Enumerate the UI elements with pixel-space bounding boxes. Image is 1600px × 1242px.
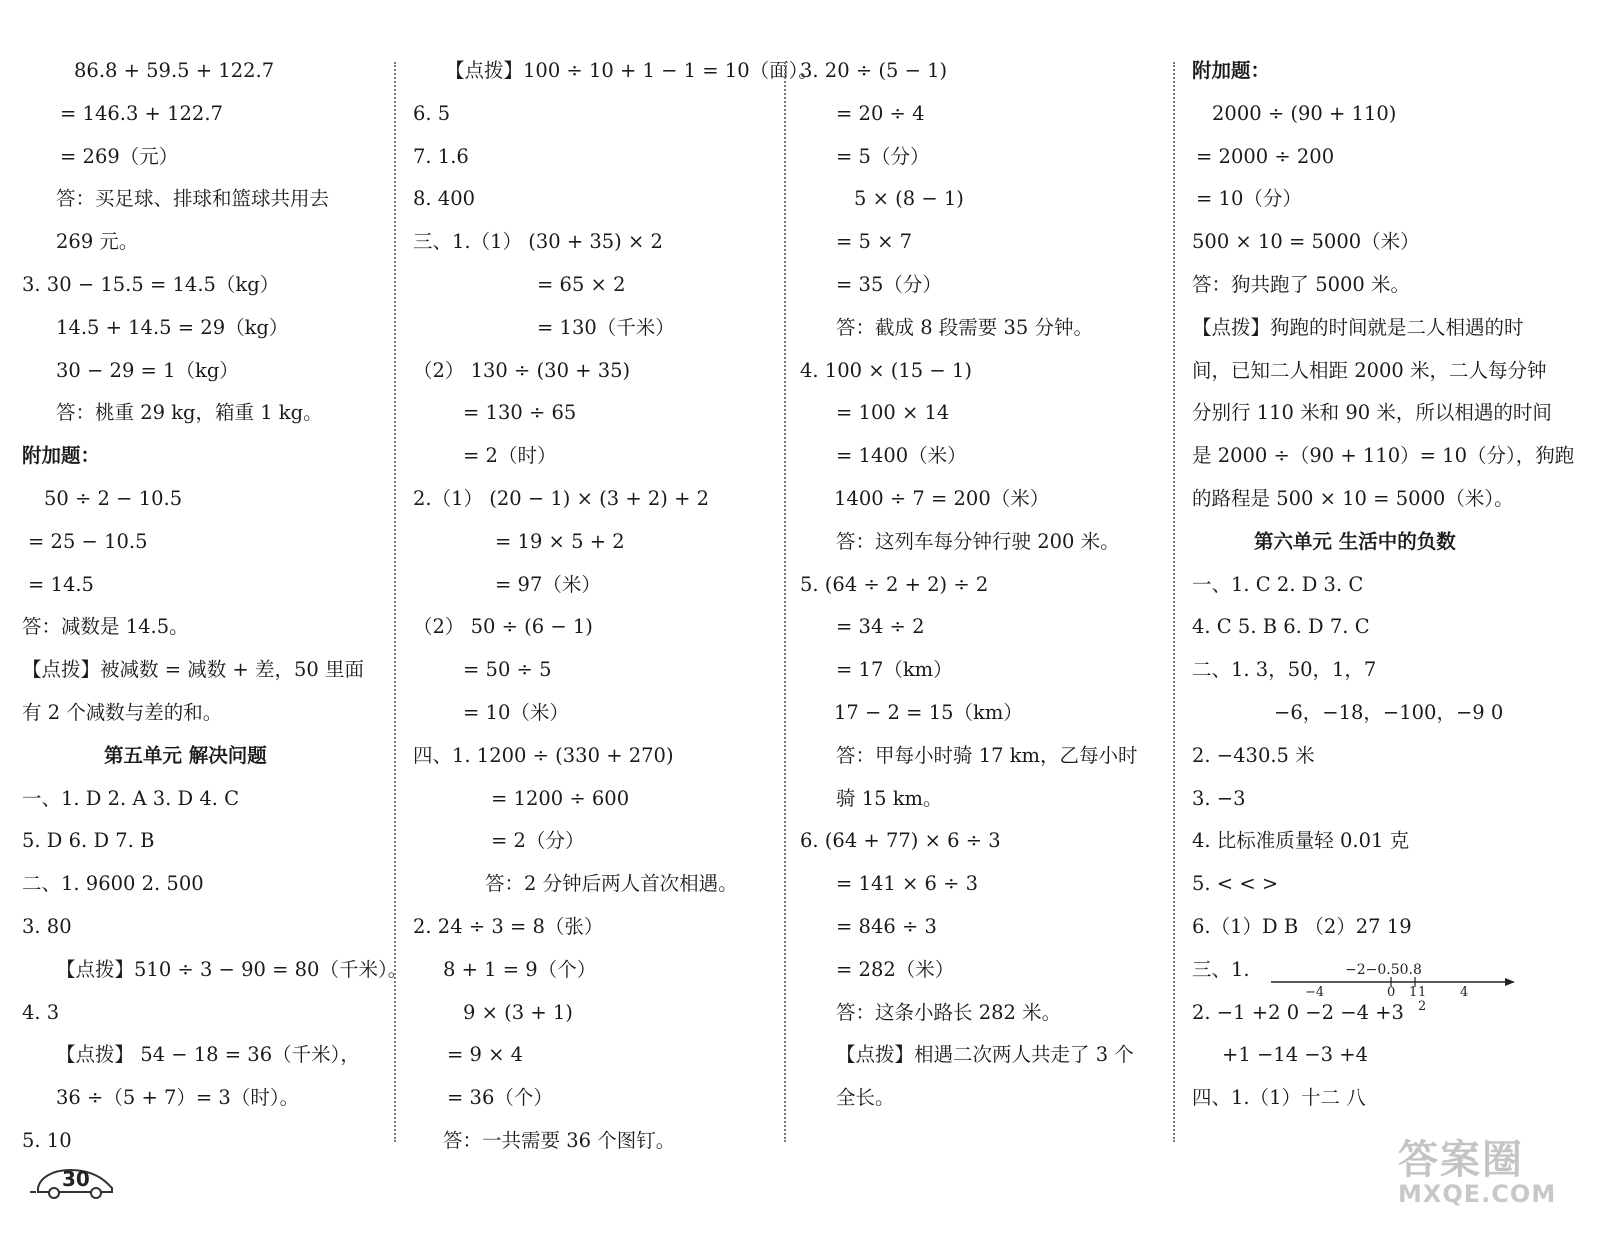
section-heading: 附加题：: [22, 444, 101, 468]
answer-line: （2） 130 ÷ (30 + 35): [413, 358, 631, 382]
number-line-arrow: [1505, 978, 1515, 986]
answer-line: 【点拨】510 ÷ 3 − 90 = 80（千米）。: [56, 957, 408, 981]
answer-line: 四、1.（1）十二 八: [1192, 1086, 1366, 1110]
answer-line: = 20 ÷ 4: [836, 101, 925, 125]
answer-line: = 50 ÷ 5: [463, 658, 552, 682]
answer-line: 三、1.: [1192, 957, 1250, 981]
answer-line: 14.5 + 14.5 = 29（kg）: [56, 315, 289, 339]
answer-line: 5. (64 ÷ 2 + 2) ÷ 2: [800, 572, 989, 596]
answer-line: = 10（分）: [1196, 187, 1302, 211]
answer-line: = 34 ÷ 2: [836, 615, 925, 639]
answer-line: 5. < < >: [1192, 872, 1279, 896]
page-number: 30: [62, 1167, 90, 1191]
answer-line: = 130 ÷ 65: [463, 401, 577, 425]
answer-line: 答：减数是 14.5。: [22, 615, 189, 639]
column-divider: [784, 62, 786, 1142]
answer-line: 86.8 + 59.5 + 122.7: [74, 59, 275, 82]
answer-line: 二、1. 9600 2. 500: [22, 872, 204, 896]
answer-line: 500 × 10 = 5000（米）: [1192, 230, 1420, 254]
answer-line: = 1200 ÷ 600: [491, 786, 630, 810]
answer-line: 2. −430.5 米: [1192, 743, 1315, 767]
answer-line: 二、1. 3，50，1，7: [1192, 658, 1377, 682]
answer-line: = 35（分）: [836, 272, 942, 296]
answer-line: = 14.5: [28, 572, 94, 596]
answer-line: = 65 × 2: [537, 272, 626, 296]
answer-line: 3. 20 ÷ (5 − 1): [800, 59, 948, 82]
answer-line: = 9 × 4: [447, 1043, 524, 1067]
answer-line: 5. 10: [22, 1128, 72, 1152]
answer-line: 50 ÷ 2 − 10.5: [44, 486, 183, 510]
answer-line: 一、1. C 2. D 3. C: [1192, 572, 1364, 596]
answer-line: 分别行 110 米和 90 米，所以相遇的时间: [1192, 401, 1552, 425]
answer-line: 17 − 2 = 15（km）: [834, 700, 1023, 724]
number-line-label: 4: [1460, 985, 1469, 1000]
answer-line: 8 + 1 = 9（个）: [443, 957, 597, 981]
answer-line: 2000 ÷ (90 + 110): [1212, 101, 1397, 125]
answer-line: 骑 15 km。: [836, 786, 943, 810]
answer-line: （2） 50 ÷ (6 − 1): [413, 615, 593, 639]
answer-line: = 2（分）: [491, 829, 585, 853]
answer-line: = 2000 ÷ 200: [1196, 144, 1335, 168]
answer-line: 2.（1） (20 − 1) × (3 + 2) + 2: [413, 486, 710, 510]
answer-line: 9 × (3 + 1): [463, 1000, 573, 1024]
answer-line: 【点拨】 54 − 18 = 36（千米），: [56, 1043, 360, 1067]
answer-line: 四、1. 1200 ÷ (330 + 270): [413, 743, 674, 767]
watermark-url: MXQE.COM: [1398, 1180, 1557, 1208]
answer-line: = 36（个）: [447, 1086, 553, 1110]
answer-line: = 19 × 5 + 2: [495, 529, 625, 553]
answer-line: = 846 ÷ 3: [836, 914, 937, 938]
answer-line: 答：狗共跑了 5000 米。: [1192, 272, 1411, 296]
answer-line: = 10（米）: [463, 700, 569, 724]
answer-line: 答：截成 8 段需要 35 分钟。: [836, 315, 1094, 339]
answer-line: 间，已知二人相距 2000 米，二人每分钟: [1192, 358, 1547, 382]
number-line-label: 2: [1418, 999, 1427, 1014]
answer-line: 6. 5: [413, 101, 451, 125]
section-heading: 附加题：: [1192, 59, 1271, 82]
answer-line: 2. −1 +2 0 −2 −4 +3: [1192, 1000, 1404, 1024]
answer-line: 4. 比标准质量轻 0.01 克: [1192, 829, 1410, 853]
number-line-label: −4: [1305, 985, 1325, 1000]
number-line-label: 1: [1418, 985, 1427, 1000]
number-line-label: 0: [1387, 985, 1396, 1000]
answer-line: = 1400（米）: [836, 444, 967, 468]
answer-line: 6. (64 + 77) × 6 ÷ 3: [800, 829, 1001, 853]
answer-line: 答：这条小路长 282 米。: [836, 1000, 1062, 1024]
answer-line: = 269（元）: [60, 144, 179, 168]
answer-line: 269 元。: [56, 230, 139, 254]
answer-line: +1 −14 −3 +4: [1222, 1043, 1368, 1067]
answer-line: 【点拨】被减数 = 减数 + 差，50 里面: [22, 658, 364, 682]
answer-line: 4. C 5. B 6. D 7. C: [1192, 615, 1370, 639]
answer-line: 6.（1）D B （2）27 19: [1192, 914, 1412, 938]
answer-line: 答：甲每小时骑 17 km，乙每小时: [836, 743, 1138, 767]
section-heading: 第六单元 生活中的负数: [1254, 529, 1456, 553]
answer-line: 答：2 分钟后两人首次相遇。: [485, 872, 738, 896]
answer-line: = 130（千米）: [537, 315, 675, 339]
number-line-top-labels: −2−0.50.8: [1345, 962, 1422, 978]
column-2: [413, 50, 818, 1163]
answer-line: 5. D 6. D 7. B: [22, 829, 155, 853]
column-1: [22, 50, 408, 1163]
answer-line: 是 2000 ÷（90 + 110）= 10（分），狗跑: [1192, 444, 1575, 468]
column-divider: [394, 62, 396, 1142]
answer-line: = 141 × 6 ÷ 3: [836, 872, 979, 896]
answer-line: 全长。: [836, 1086, 895, 1110]
answer-line: 7. 1.6: [413, 144, 469, 168]
answer-line: 答：买足球、排球和篮球共用去: [56, 187, 330, 211]
answer-line: = 5（分）: [836, 144, 930, 168]
answer-line: = 25 − 10.5: [28, 529, 148, 553]
answer-line: 答：这列车每分钟行驶 200 米。: [836, 529, 1120, 553]
answer-line: 4. 100 × (15 − 1): [800, 358, 972, 382]
answer-line: 36 ÷（5 + 7）= 3（时）。: [56, 1086, 300, 1110]
column-3: [800, 50, 1170, 1120]
answer-line: = 97（米）: [495, 572, 601, 596]
answer-line: 答：一共需要 36 个图钉。: [443, 1128, 676, 1152]
answer-line: 1400 ÷ 7 = 200（米）: [834, 486, 1050, 510]
answer-line: 2. 24 ÷ 3 = 8（张）: [413, 914, 604, 938]
answer-line: 4. 3: [22, 1000, 60, 1024]
column-divider: [1173, 62, 1175, 1142]
section-heading: 第五单元 解决问题: [104, 743, 267, 767]
answer-line: 30 − 29 = 1（kg）: [56, 358, 239, 382]
answer-line: 一、1. D 2. A 3. D 4. C: [22, 786, 240, 810]
answer-line: = 5 × 7: [836, 230, 913, 254]
answer-line: 【点拨】相遇二次两人共走了 3 个: [836, 1043, 1134, 1067]
answer-line: 3. 30 − 15.5 = 14.5（kg）: [22, 272, 280, 296]
number-line-figure: [1265, 955, 1517, 1015]
watermark-text: 答案圈: [1398, 1137, 1524, 1183]
number-line-label: 1: [1409, 985, 1418, 1000]
answer-line: 5 × (8 − 1): [854, 187, 964, 211]
answer-line: = 282（米）: [836, 957, 955, 981]
answer-line: 8. 400: [413, 187, 476, 211]
answer-line: 三、1.（1） (30 + 35) × 2: [413, 230, 663, 254]
answer-line: 【点拨】狗跑的时间就是二人相遇的时: [1192, 315, 1524, 339]
answer-line: −6，−18，−100，−9 0: [1274, 700, 1504, 724]
answer-line: 的路程是 500 × 10 = 5000（米）。: [1192, 486, 1514, 510]
answer-line: = 100 × 14: [836, 401, 950, 425]
answer-line: 3. 80: [22, 914, 72, 938]
answer-line: = 146.3 + 122.7: [60, 101, 223, 125]
answer-line: = 2（时）: [463, 444, 557, 468]
answer-line: 3. −3: [1192, 786, 1246, 810]
answer-line: 答：桃重 29 kg，箱重 1 kg。: [56, 401, 323, 425]
answer-line: = 17（km）: [836, 658, 953, 682]
answer-line: 有 2 个减数与差的和。: [22, 700, 223, 724]
answer-line: 【点拨】100 ÷ 10 + 1 − 1 = 10（面）。: [445, 59, 818, 82]
